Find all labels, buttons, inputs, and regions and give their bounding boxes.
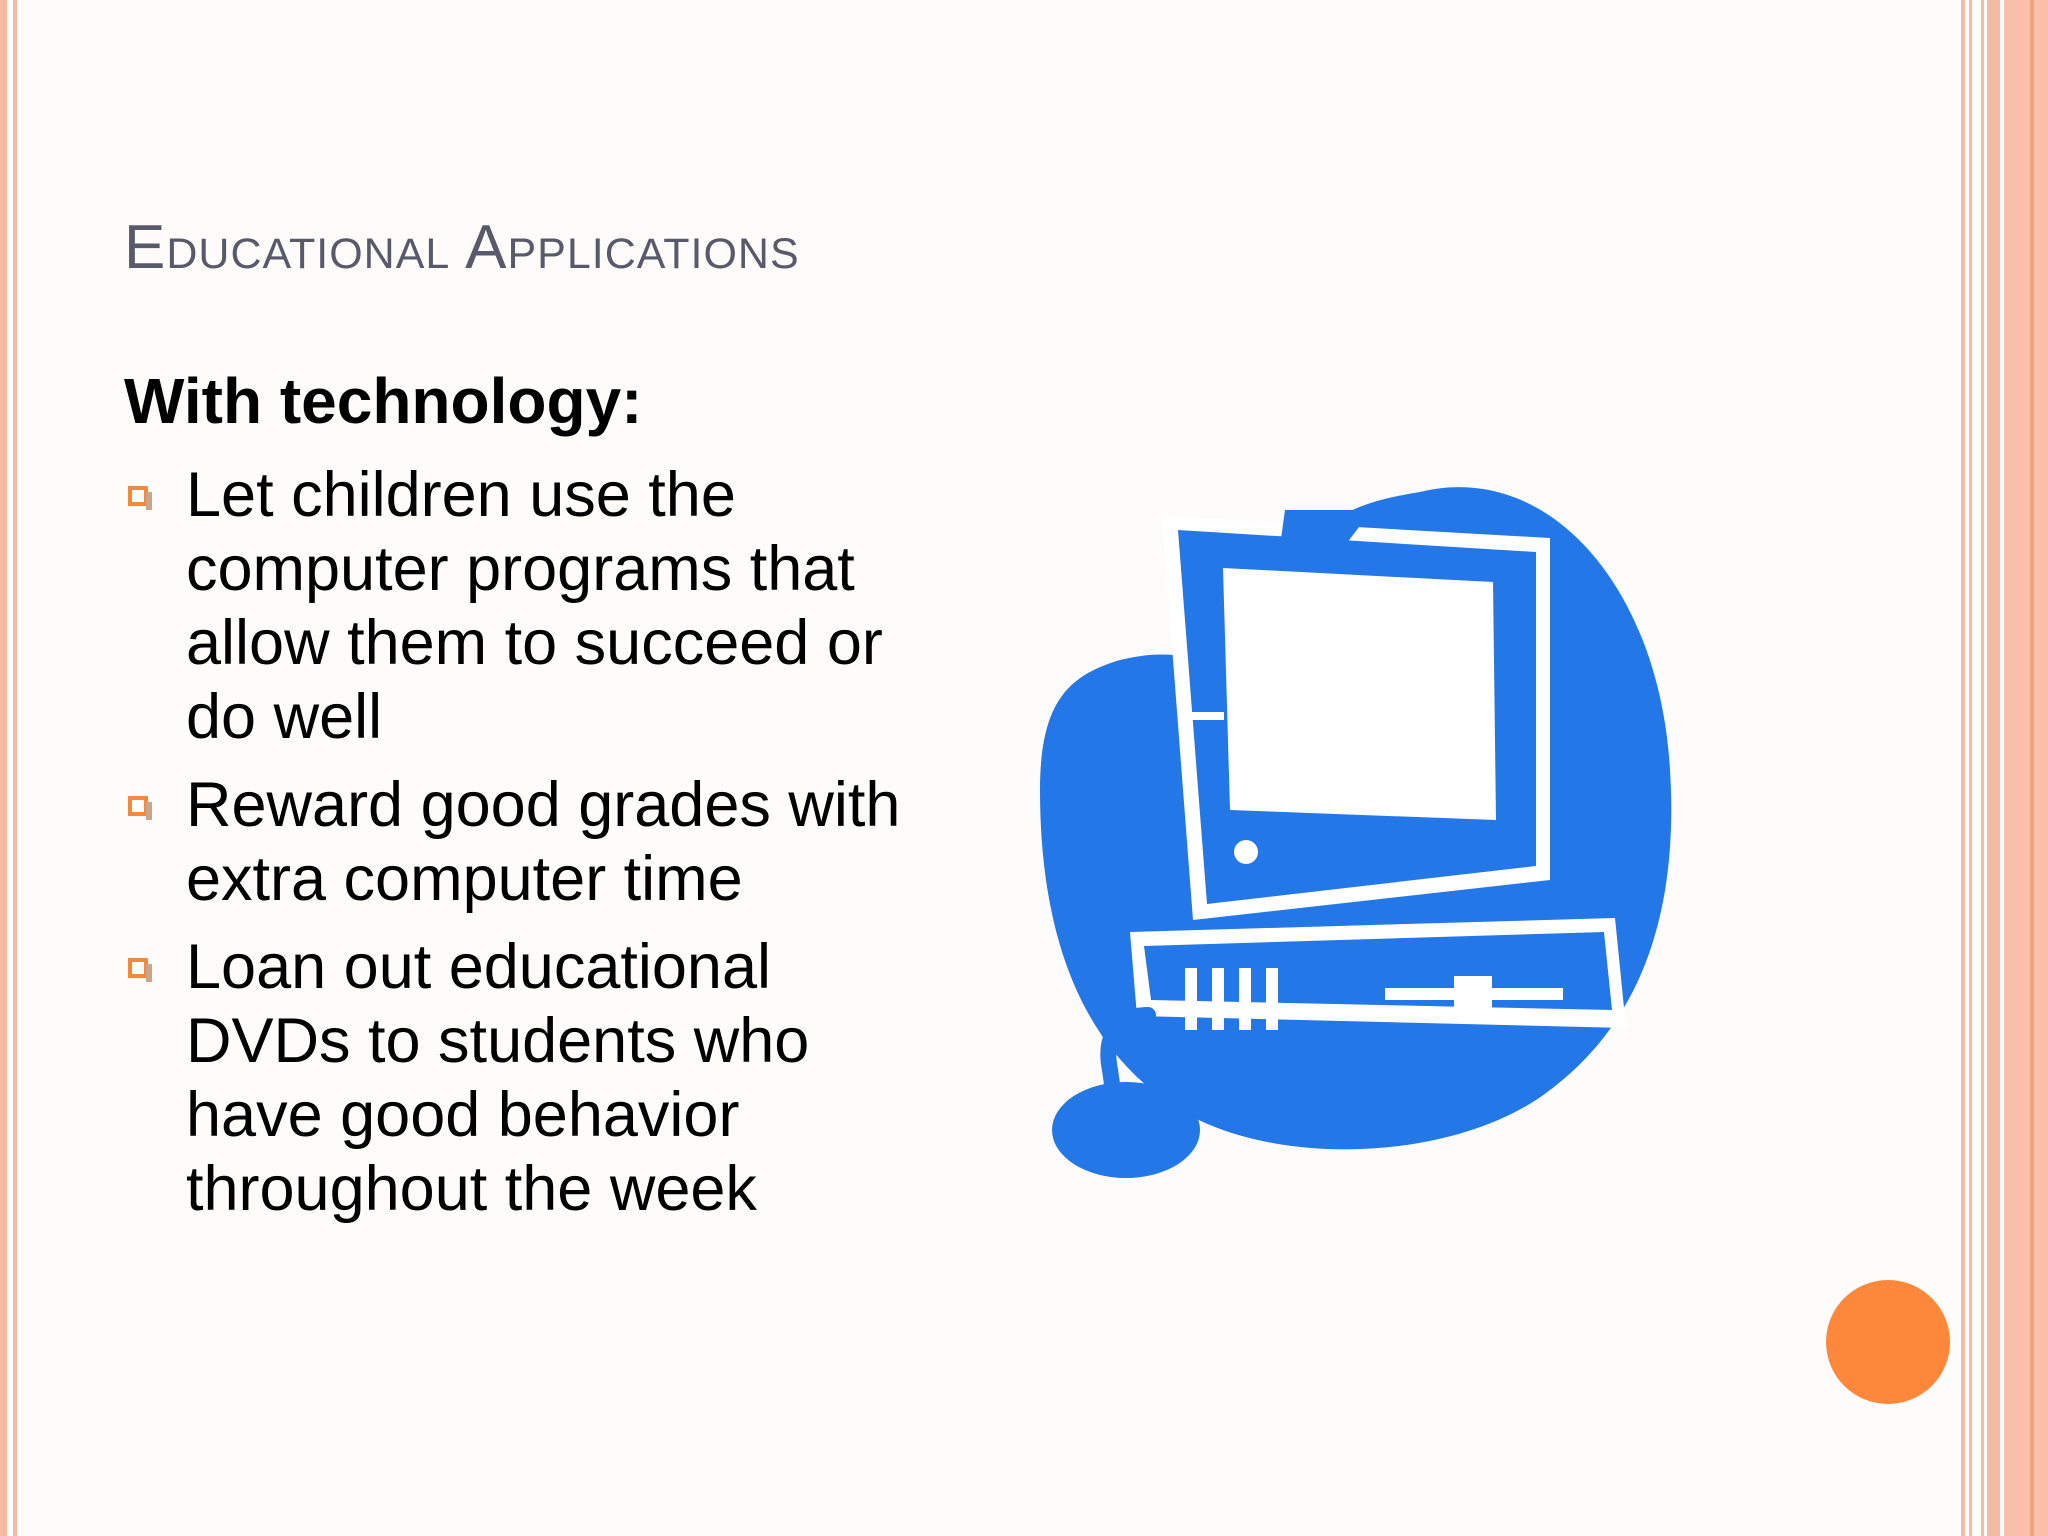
computer-icon [1030,470,1700,1190]
slide-subheading: With technology: [124,365,643,437]
monitor-screen [1223,568,1496,820]
right-border-stripe [1969,0,1972,1536]
left-border-stripe [0,0,7,1536]
bullet-list [124,458,924,1240]
square-bullet-icon [128,486,148,506]
bullet-text: Let children use the computer programs that allow them to succeed or do well [186,460,883,752]
power-led [1234,840,1258,864]
mouse [1052,1082,1200,1178]
vent-slot [1185,968,1197,1030]
bullet-item [124,930,924,1226]
square-bullet-icon [128,796,148,816]
vent-slot [1212,968,1224,1030]
right-border-stripe [1981,0,1984,1536]
left-border-stripe [13,0,17,1536]
bullet-text: Loan out educational DVDs to students who have good behavior throughout the week [186,932,810,1224]
right-border-stripe [1987,0,2000,1536]
right-border-stripe [1961,0,1965,1536]
right-border-band [2004,0,2048,1536]
bullet-item [124,768,924,916]
bullet-item [124,458,924,754]
drive-button [1454,976,1492,1014]
vent-slot [1266,968,1278,1030]
orange-accent-dot [1826,1280,1950,1404]
square-bullet-icon [128,958,148,978]
slide-title: Educational Applications [124,213,800,282]
bullet-text: Reward good grades with extra computer time [186,770,901,914]
bezel-seam [1180,712,1224,720]
right-border-stripe [2030,0,2034,1536]
vent-slot [1239,968,1251,1030]
